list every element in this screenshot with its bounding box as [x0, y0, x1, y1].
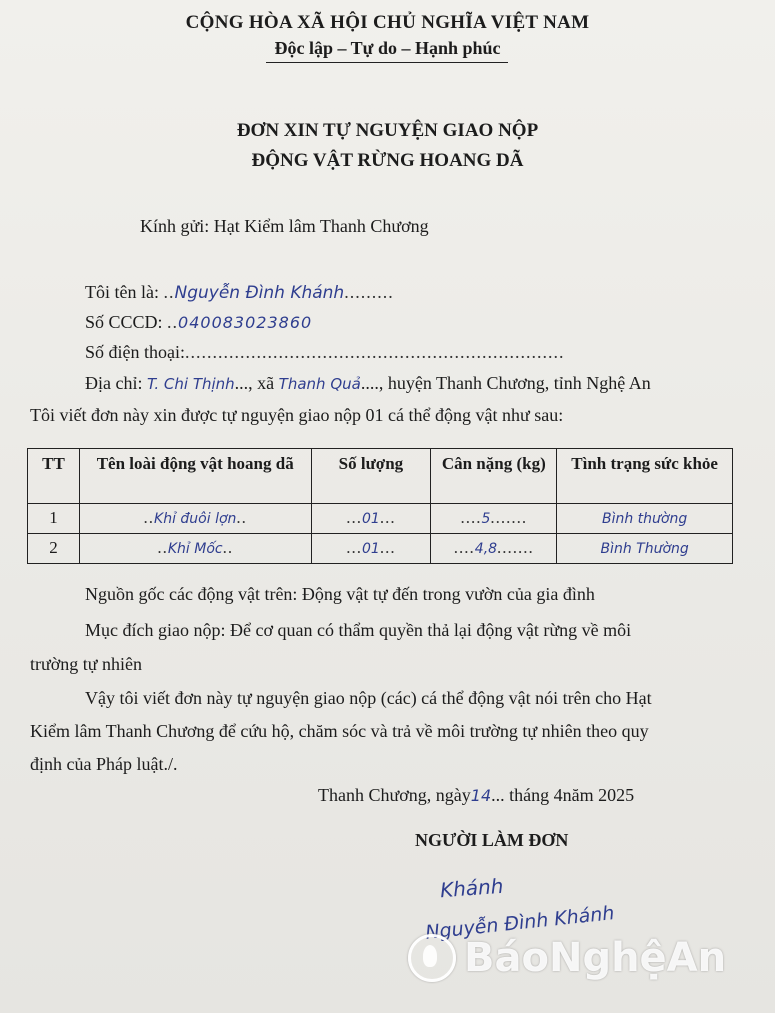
- table-header-row: [28, 449, 733, 504]
- closing-line2: Kiểm lâm Thanh Chương để cứu hộ, chăm sóc và trả về môi trường tự nhiên theo quy: [30, 721, 649, 741]
- address-hamlet: T. Chi Thịnh: [146, 375, 235, 393]
- closing-line3: định của Pháp luật./.: [30, 754, 178, 774]
- row1-quantity: 01: [362, 511, 380, 527]
- cccd-label: Số CCCD:: [85, 312, 163, 332]
- row1-weight: 5: [481, 511, 491, 527]
- table-row: 2 ..Khỉ Mốc.. ...01... ....4,8....... Bình Thường: [28, 534, 733, 564]
- row1-tt: 1: [28, 504, 80, 534]
- purpose-line1: Mục đích giao nộp: Để cơ quan có thẩm quyền thả lại động vật rừng về môi: [85, 620, 632, 640]
- row1-species: Khỉ đuôi lợn: [154, 511, 237, 527]
- newspaper-logo-icon: [408, 934, 456, 982]
- header-weight: Cân nặng (kg): [431, 449, 557, 504]
- date-prefix: Thanh Chương, ngày: [318, 785, 471, 805]
- row2-quantity: 01: [362, 541, 380, 557]
- origin-text: Nguồn gốc các động vật trên: Động vật tự đến trong vườn của gia đình: [85, 584, 595, 604]
- address-row: [85, 373, 651, 394]
- cccd-row: Số CCCD: ..040083023860: [85, 312, 313, 332]
- header-tt: TT: [28, 449, 80, 504]
- signature-mark: Khánh: [439, 873, 505, 903]
- watermark-text: BáoNghệAn: [464, 935, 727, 981]
- nation-header: CỘNG HÒA XÃ HỘI CHỦ NGHĨA VIỆT NAM: [185, 12, 590, 33]
- row1-health: Bình thường: [601, 511, 688, 527]
- date-day: 14: [470, 786, 492, 805]
- name-value: Nguyễn Đình Khánh: [174, 283, 345, 303]
- animal-table: [27, 448, 733, 564]
- closing-line1: Vậy tôi viết đơn này tự nguyện giao nộp (các) cá thể động vật nói trên cho Hạt: [85, 688, 652, 708]
- recipient: Kính gửi: Hạt Kiểm lâm Thanh Chương: [140, 216, 429, 236]
- address-rest: ...., huyện Thanh Chương, tỉnh Nghệ An: [360, 373, 651, 393]
- intro-text: Tôi viết đơn này xin được tự nguyện giao nộp 01 cá thể động vật như sau:: [30, 405, 564, 425]
- row2-weight: 4,8: [474, 541, 498, 557]
- signer-title: NGƯỜI LÀM ĐƠN: [415, 830, 569, 850]
- purpose-line2: trường tự nhiên: [30, 654, 143, 674]
- address-commune: Thanh Quả: [278, 375, 361, 393]
- motto: Độc lập – Tự do – Hạnh phúc: [274, 38, 501, 58]
- date-line: [318, 785, 634, 806]
- phone-row: [85, 342, 565, 363]
- phone-label: Số điện thoại:: [85, 342, 185, 362]
- phone-dots: .....................................................................: [185, 342, 565, 362]
- cccd-value: 040083023860: [178, 313, 313, 332]
- header-quantity: Số lượng: [311, 449, 431, 504]
- address-commune-label: ..., xã: [234, 373, 275, 393]
- motto-underline: [266, 62, 508, 63]
- watermark: [408, 928, 758, 988]
- address-label: Địa chỉ:: [85, 373, 143, 393]
- row2-health: Bình Thường: [600, 541, 689, 557]
- table-row: 1 ..Khỉ đuôi lợn.. ...01... ....5....... Bình thường: [28, 504, 733, 534]
- document-title-line1: ĐƠN XIN TỰ NGUYỆN GIAO NỘP: [236, 120, 539, 141]
- date-suffix: ... tháng 4năm 2025: [491, 785, 635, 805]
- row2-species: Khỉ Mốc: [167, 541, 223, 557]
- header-health: Tình trạng sức khỏe: [557, 449, 733, 504]
- document-title-line2: ĐỘNG VẬT RỪNG HOANG DÃ: [251, 150, 524, 171]
- row2-tt: 2: [28, 534, 80, 564]
- signature-name: Nguyễn Đình Khánh: [424, 902, 616, 944]
- header-species: Tên loài động vật hoang dã: [79, 449, 311, 504]
- name-label: Tôi tên là:: [85, 282, 159, 302]
- name-row: Tôi tên là: ..Nguyễn Đình Khánh.........: [85, 282, 394, 303]
